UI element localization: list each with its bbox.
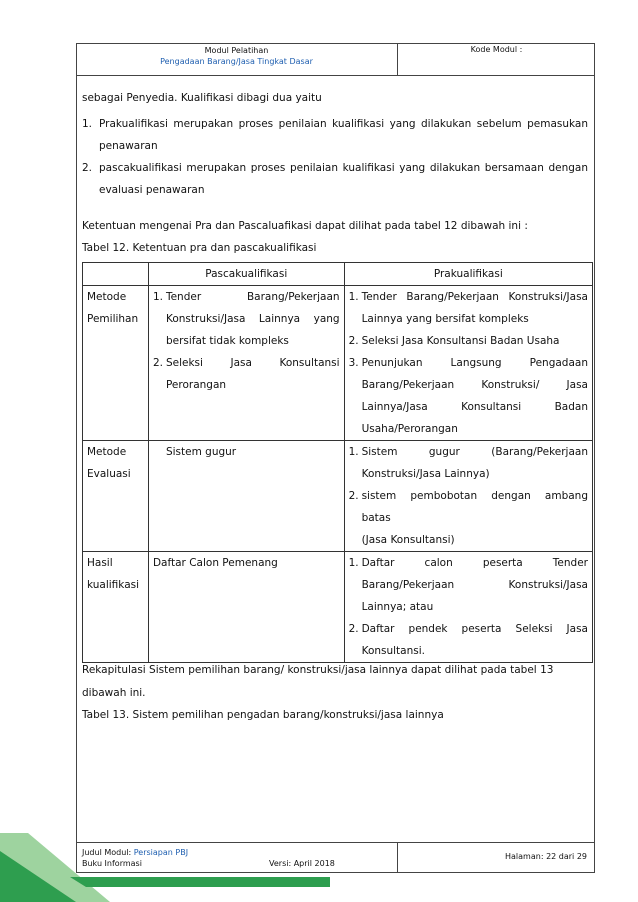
header-subtitle: Pengadaan Barang/Jasa Tingkat Dasar bbox=[160, 57, 313, 66]
footer-decoration bbox=[0, 815, 330, 902]
footer-judul-value: Persiapan PBJ bbox=[133, 848, 189, 857]
cell-line: Daftar pendek peserta Seleksi Jasa bbox=[361, 623, 588, 635]
item-number: 2. bbox=[348, 335, 359, 347]
pasca-metode-pemilihan bbox=[148, 286, 344, 441]
table-header-row bbox=[83, 263, 593, 286]
footer-halaman: Halaman: 22 dari 29 bbox=[505, 852, 587, 861]
pra-metode-pemilihan bbox=[344, 286, 592, 441]
table-header-empty bbox=[83, 263, 149, 286]
cell-line: Daftar Calon Pemenang bbox=[152, 557, 278, 569]
table-row bbox=[83, 286, 593, 441]
intro-text: sebagai Penyedia. Kualifikasi dibagi dua yaitu bbox=[82, 92, 322, 104]
cell-line: Konstruksi/Jasa Lainnya) bbox=[361, 468, 490, 480]
footer-judul-label: Judul Modul: bbox=[82, 848, 134, 857]
item-number: 2. bbox=[348, 623, 359, 635]
cell-line: Lainnya/Jasa Konsultansi Badan bbox=[361, 401, 588, 413]
table-row bbox=[83, 552, 593, 663]
cell-line: Konsultansi. bbox=[361, 645, 425, 657]
cell-line: Sistem gugur bbox=[165, 446, 237, 458]
header-kode-modul: Kode Modul : bbox=[470, 45, 523, 54]
table-12 bbox=[82, 262, 593, 663]
cell-line: Lainnya; atau bbox=[361, 601, 434, 613]
rekap-text-line: dibawah ini. bbox=[82, 687, 146, 699]
pasca-hasil-kualifikasi bbox=[148, 552, 344, 663]
ketentuan-text: Ketentuan mengenai Pra dan Pascaluafikasi dapat dilihat pada tabel 12 dibawah ini : bbox=[82, 220, 528, 232]
item-number: 2. bbox=[348, 490, 359, 502]
table-row bbox=[83, 441, 593, 552]
item-number: 1. bbox=[348, 446, 359, 458]
list-text-line: evaluasi penawaran bbox=[99, 184, 205, 196]
table12-caption: Tabel 12. Ketentuan pra dan pascakualifikasi bbox=[82, 242, 317, 254]
footer-buku: Buku Informasi bbox=[82, 859, 142, 868]
row-label-line: Hasil bbox=[87, 557, 113, 569]
pra-metode-evaluasi bbox=[344, 441, 592, 552]
item-number: 1. bbox=[348, 291, 359, 303]
cell-line: Tender Barang/Pekerjaan bbox=[165, 291, 340, 303]
pasca-metode-evaluasi bbox=[148, 441, 344, 552]
cell-line: Penunjukan Langsung Pengadaan bbox=[361, 357, 588, 369]
cell-line: Konstruksi/Jasa Lainnya yang bbox=[165, 313, 340, 325]
row-label-line: Metode bbox=[87, 291, 127, 303]
item-number: 2. bbox=[152, 357, 163, 369]
cell-line: (Jasa Konsultansi) bbox=[361, 534, 455, 546]
table-header-pra: Prakualifikasi bbox=[344, 263, 592, 286]
list-text-line: Prakualifikasi merupakan proses penilaian kualifikasi yang dilakukan sebelum pemasukan bbox=[99, 118, 588, 130]
cell-line: Usaha/Perorangan bbox=[361, 423, 458, 435]
table13-caption: Tabel 13. Sistem pemilihan pengadan barang/konstruksi/jasa lainnya bbox=[82, 709, 444, 721]
row-label-metode-evaluasi bbox=[83, 441, 149, 552]
item-number: 1. bbox=[348, 557, 359, 569]
row-label-line: Pemilihan bbox=[87, 313, 139, 325]
cell-line: Sistem gugur (Barang/Pekerjaan bbox=[361, 446, 588, 458]
header-title: Modul Pelatihan bbox=[204, 46, 269, 55]
row-label-hasil-kualifikasi bbox=[83, 552, 149, 663]
page-header bbox=[76, 43, 595, 76]
cell-line: bersifat tidak kompleks bbox=[165, 335, 289, 347]
cell-line: sistem pembobotan dengan ambang batas bbox=[361, 490, 588, 524]
footer-versi: Versi: April 2018 bbox=[269, 859, 335, 868]
cell-line: Tender Barang/Pekerjaan Konstruksi/Jasa bbox=[361, 291, 588, 303]
row-label-metode-pemilihan bbox=[83, 286, 149, 441]
row-label-line: Evaluasi bbox=[87, 468, 131, 480]
list-text-line: penawaran bbox=[99, 140, 158, 152]
item-number: 1. bbox=[152, 291, 163, 303]
header-module-info bbox=[76, 43, 398, 75]
decor-bar bbox=[70, 877, 330, 887]
cell-line: Perorangan bbox=[165, 379, 227, 391]
cell-line: Seleksi Jasa Konsultansi Badan Usaha bbox=[361, 335, 560, 347]
row-label-line: kualifikasi bbox=[87, 579, 140, 591]
cell-line: Lainnya yang bersifat kompleks bbox=[361, 313, 529, 325]
list-text-line: pascakualifikasi merupakan proses penilaian kualifikasi yang dilakukan bersamaan dengan bbox=[99, 162, 588, 174]
table-header-pasca: Pascakualifikasi bbox=[148, 263, 344, 286]
item-number: 3. bbox=[348, 357, 359, 369]
cell-line: Barang/Pekerjaan Konstruksi/ Jasa bbox=[361, 379, 588, 391]
cell-line: Barang/Pekerjaan Konstruksi/Jasa bbox=[361, 579, 588, 591]
list-number: 2. bbox=[82, 162, 93, 174]
list-number: 1. bbox=[82, 118, 93, 130]
pra-hasil-kualifikasi bbox=[344, 552, 592, 663]
cell-line: Daftar calon peserta Tender bbox=[361, 557, 588, 569]
cell-line: Seleksi Jasa Konsultansi bbox=[165, 357, 340, 369]
rekap-text-line: Rekapitulasi Sistem pemilihan barang/ konstruksi/jasa lainnya dapat dilihat pada tabel 13 bbox=[82, 664, 554, 676]
row-label-line: Metode bbox=[87, 446, 127, 458]
